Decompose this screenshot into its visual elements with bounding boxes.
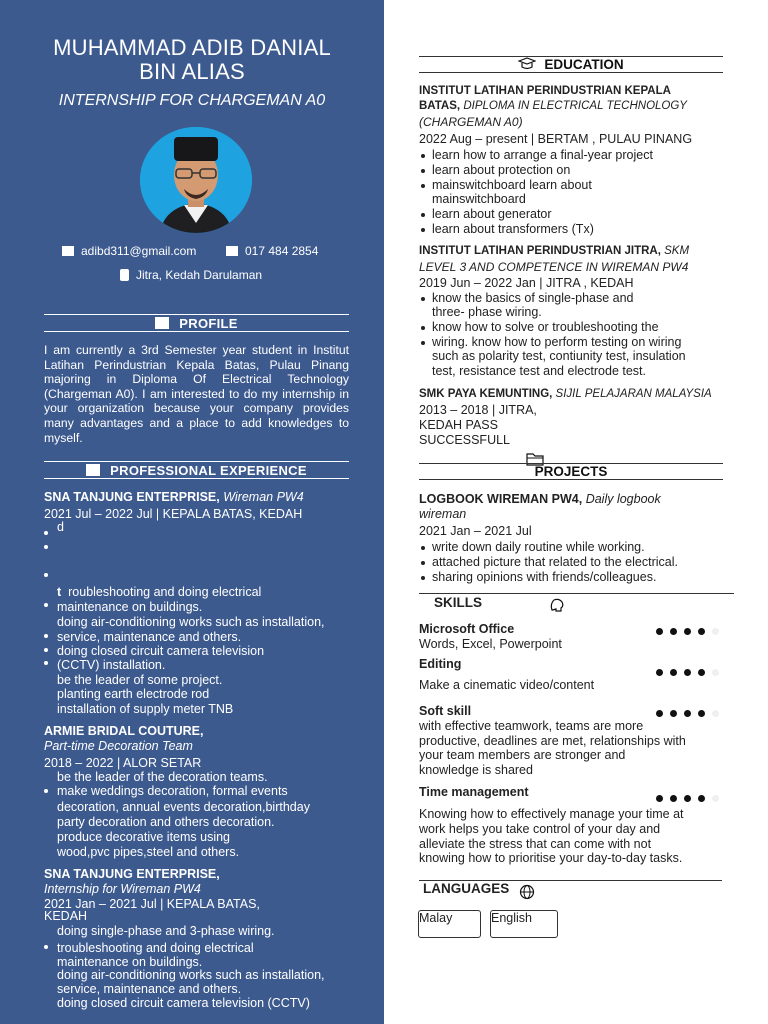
job1-line-4: service, maintenance and others. [57,630,242,644]
school1-name-cont: BATAS, [419,100,461,112]
rating-dot [670,795,677,802]
school1-item: learn about protection on [432,163,571,177]
school1-course-line-2: (CHARGEMAN A0) [419,115,523,129]
bullet [421,576,425,580]
job3-period: 2021 Jan – 2021 Jul | KEPALA BATAS, [44,897,260,911]
job3-company: SNA TANJUNG ENTERPRISE, [44,867,220,881]
rating-dot [656,669,663,676]
rating-dot [698,628,705,635]
profile-title: PROFILE [179,315,238,331]
project-heading [419,492,661,506]
stray-t: t [57,585,62,599]
location-icon [120,269,129,281]
rating-dot [712,669,719,676]
job2-line-6: wood,pvc pipes,steel and others. [57,845,240,859]
bullet [44,789,48,793]
skill-name: Time management [419,785,529,799]
bullet [421,184,425,188]
target-role: INTERNSHIP FOR CHARGEMAN A0 [58,92,326,109]
bullet [421,169,425,173]
school3-period: 2013 – 2018 | JITRA, [419,403,537,417]
phone-text: 017 484 2854 [245,244,319,258]
globe-icon [519,884,535,905]
project-desc: Daily logbook [585,492,661,506]
skill-desc: Make a cinematic video/content [419,678,595,692]
candidate-name [30,36,354,84]
rating-dot [670,710,677,717]
job1-line-3: doing air-conditioning works such as installation, [57,615,325,629]
phone-icon [226,246,238,256]
job2-line-5: produce decorative items using [57,830,231,844]
skill-name: Editing [419,657,462,671]
job1-heading [44,490,304,504]
rating-dot [656,795,663,802]
divider [419,593,734,594]
projects-heading [419,463,723,480]
job3-period-2: KEDAH [44,909,88,923]
school1-item: mainswitchboard learn about [432,178,592,192]
language-label: English [491,911,532,925]
language-malay [418,910,481,938]
school2-item: know the basics of single-phase and [432,291,634,305]
school2-item: such as polarity test, contiunity test, insulation [432,349,686,363]
job3-line-1: doing single-phase and 3-phase wiring. [57,924,275,938]
profile-photo [140,127,252,233]
school1-item: mainswitchboard [432,192,526,206]
job1-text: roubleshooting and doing electrical [68,585,262,599]
rating-dot [684,795,691,802]
job3-line-5: service, maintenance and others. [57,982,242,996]
name-line-1: MUHAMMAD ADIB DANIAL [53,35,331,60]
rating-dot [670,628,677,635]
job1-position: Wireman PW4 [223,490,304,504]
contact-email[interactable] [62,244,196,258]
school1-name-line-2 [419,100,687,112]
school1-period: 2022 Aug – present | BERTAM , PULAU PINANG [419,132,693,146]
school2-item: test, resistance test and electrode test. [432,364,647,378]
skill-desc: Knowing how to effectively manage your time at [419,807,684,821]
bullet [421,561,425,565]
project-name: LOGBOOK WIREMAN PW4, [419,492,583,506]
profile-summary: I am currently a 3rd Semester year student in Institut Latihan Perindustrian Kepala Batas, Pulau Pinang majoring in Diploma Of Electrical Technology (Chargeman A0). I am interested to do my internship in your organization because your company provides many advantages and a place to add knowledges to myself. [44,343,349,445]
school3-result-2: SUCCESSFULL [419,433,510,447]
skill-name: Microsoft Office [419,622,515,636]
brain-icon [549,598,565,618]
job3-position: Internship for Wireman PW4 [44,882,201,896]
bullet [421,213,425,217]
project-period: 2021 Jan – 2021 Jul [419,524,532,538]
school2-course-line-2: LEVEL 3 AND COMPETENCE IN WIREMAN PW4 [419,260,689,274]
briefcase-icon [86,464,100,476]
graduation-cap-icon [518,57,536,73]
skill-desc: work helps you take control of your day and [419,822,661,836]
school1-name: INSTITUT LATIHAN PERINDUSTRIAN KEPALA [419,85,671,97]
profile-icon [155,317,169,329]
school1-item: learn how to arrange a final-year project [432,148,653,162]
bullet [421,546,425,550]
job2-period: 2018 – 2022 | ALOR SETAR [44,756,202,770]
skill-desc: your team members are stronger and [419,748,626,762]
contact-location [120,268,262,282]
project-item: write down daily routine while working. [432,540,645,554]
school1-course: DIPLOMA IN ELECTRICAL TECHNOLOGY [463,100,687,112]
rating-dot [656,628,663,635]
school2-item: three- phase wiring. [432,305,542,319]
job1-line-1 [57,585,261,599]
bullet [44,634,48,638]
rating-dot [670,669,677,676]
school1-item: learn about generator [432,207,552,221]
job1-period: 2021 Jul – 2022 Jul | KEPALA BATAS, KEDAH [44,507,303,521]
school2-heading [419,245,689,257]
job2-position: Part-time Decoration Team [44,739,193,753]
skill-rating [656,628,719,635]
project-item: sharing opinions with friends/colleagues. [432,570,657,584]
skill-rating [656,669,719,676]
job3-line-2: troubleshooting and doing electrical [57,941,254,955]
rating-dot [684,628,691,635]
job1-line-2: maintenance on buildings. [57,600,203,614]
bullet [421,228,425,232]
bullet [44,661,48,665]
email-text: adibd311@gmail.com [81,244,197,258]
bullet [421,326,425,330]
bullet [44,573,48,577]
job3-line-3: maintenance on buildings. [57,955,203,969]
experience-heading [44,461,349,479]
school3-name: SMK PAYA KEMUNTING, [419,388,553,400]
job2-line-3: decoration, annual events decoration,birthday [57,800,310,814]
rating-dot [712,628,719,635]
bullet [421,341,425,345]
experience-title: PROFESSIONAL EXPERIENCE [110,462,307,478]
job2-line-4: party decoration and others decoration. [57,815,275,829]
job1-line-6: (CCTV) installation. [57,658,166,672]
bullet [44,531,48,535]
rating-dot [698,669,705,676]
bullet [44,648,48,652]
job2-line-2: make weddings decoration, formal events [57,784,288,798]
skill-rating [656,795,719,802]
skill-desc: with effective teamwork, teams are more [419,719,644,733]
bullet [421,297,425,301]
rating-dot [712,795,719,802]
rating-dot [712,710,719,717]
school2-name: INSTITUT LATIHAN PERINDUSTRIAN JITRA, [419,245,661,257]
project-desc-line-2: wireman [419,507,467,521]
skill-desc: alleviate the stress that can come with not [419,837,652,851]
job3-line-4: doing air-conditioning works such as installation, [57,968,325,982]
languages-title: LANGUAGES [423,881,510,896]
job1-stray-text: d [57,520,64,534]
school2-item: wiring. know how to perform testing on wiring [432,335,682,349]
language-label: Malay [419,911,453,925]
education-heading [419,56,723,73]
profile-heading [44,314,349,332]
school1-item: learn about transformers (Tx) [432,222,594,236]
language-english [490,910,558,938]
bullet [44,945,48,949]
job1-line-9: installation of supply meter TNB [57,702,234,716]
school3-course: SIJIL PELAJARAN MALAYSIA [555,388,712,400]
bullet [44,545,48,549]
skill-desc: knowledge is shared [419,763,533,777]
job1-line-7: be the leader of some project. [57,673,223,687]
project-item: attached picture that related to the electrical. [432,555,678,569]
rating-dot [698,795,705,802]
skill-desc: productive, deadlines are met, relationships with [419,734,686,748]
contact-phone[interactable] [226,244,318,258]
projects-title: PROJECTS [534,464,608,479]
education-title: EDUCATION [544,57,624,72]
school2-period: 2019 Jun – 2022 Jan | JITRA , KEDAH [419,276,634,290]
bullet [44,603,48,607]
skills-title: SKILLS [434,595,483,610]
skill-desc: knowing how to prioritise your day-to-day tasks. [419,851,683,865]
job1-line-5: doing closed circuit camera television [57,644,265,658]
envelope-icon [62,246,74,256]
location-text: Jitra, Kedah Darulaman [136,268,263,282]
bullet [421,154,425,158]
school2-course: SKM [664,245,690,257]
school2-item: know how to solve or troubleshooting the [432,320,659,334]
job1-company: SNA TANJUNG ENTERPRISE, [44,490,220,504]
name-line-2: BIN ALIAS [139,59,245,84]
school3-heading [419,388,712,400]
job1-line-8: planting earth electrode rod [57,687,210,701]
rating-dot [684,669,691,676]
skill-desc: Words, Excel, Powerpoint [419,637,562,651]
rating-dot [684,710,691,717]
rating-dot [656,710,663,717]
skill-rating [656,710,719,717]
job3-line-6: doing closed circuit camera television (CCTV) [57,996,310,1010]
job2-line-1: be the leader of the decoration teams. [57,770,268,784]
school3-result: KEDAH PASS [419,418,498,432]
skill-name: Soft skill [419,704,472,718]
rating-dot [698,710,705,717]
job2-company: ARMIE BRIDAL COUTURE, [44,724,204,738]
